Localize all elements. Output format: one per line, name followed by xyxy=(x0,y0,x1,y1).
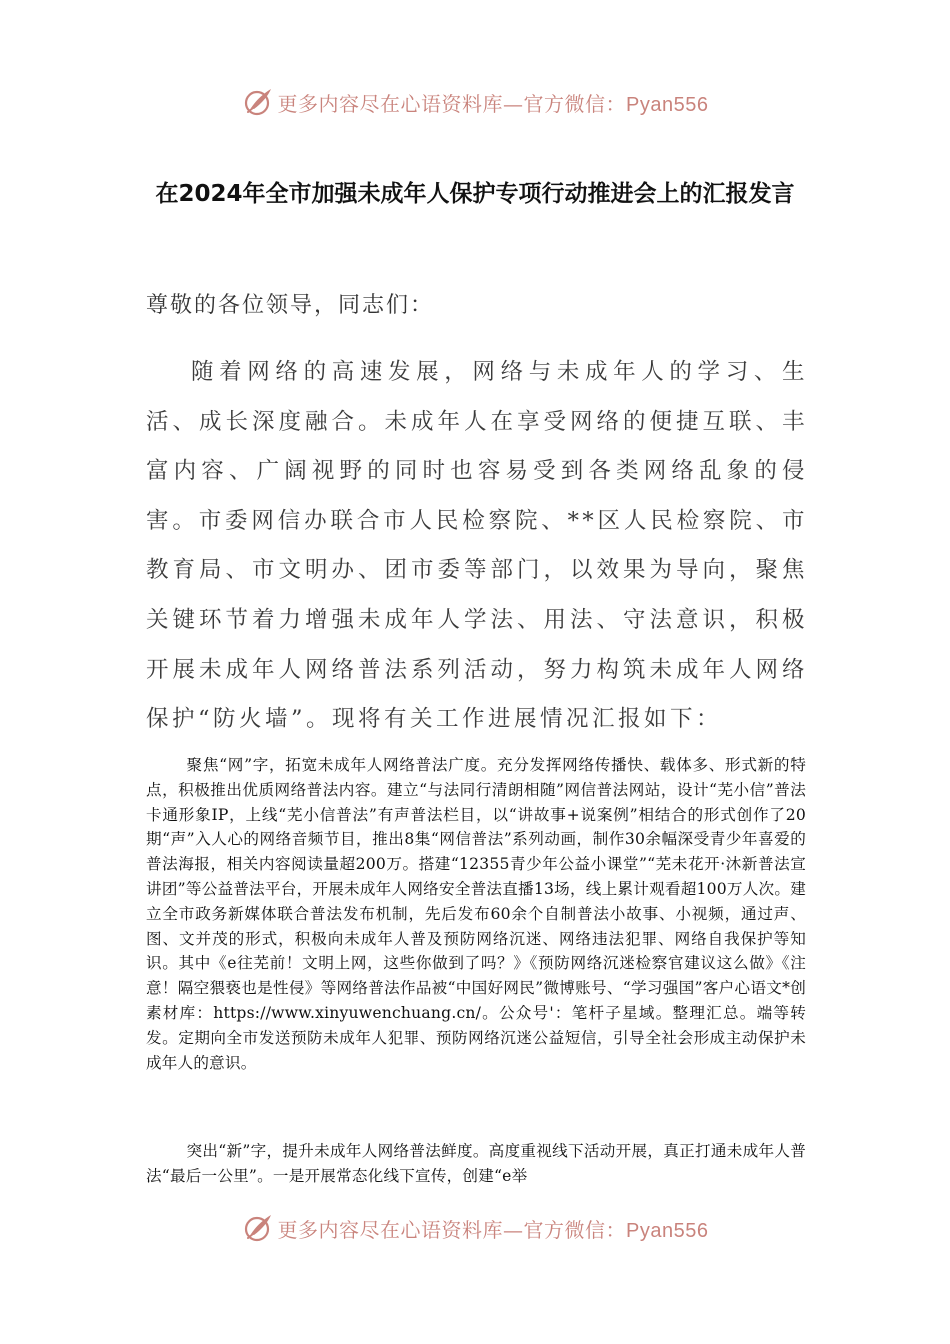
greeting: 尊敬的各位领导，同志们： xyxy=(146,293,435,318)
intro-paragraph: 随着网络的高速发展，网络与未成年人的学习、生活、成长深度融合。未成年人在享受网络的便捷互联、丰富内容、广阔视野的同时也容易受到各类网络乱象的侵害。市委网信办联合市人民检察院、**区人民检察院、市教育局、市文明办、团市委等部门，以效果为导向，聚焦关键环节着力增强未成年人学法、用法、守法意识，积极开展未成年人网络普法系列活动，努力构筑未成年人网络保护“防火墙”。现将有关工作进展情况汇报如下： xyxy=(146,359,808,733)
wechat-id: Pyan556 xyxy=(626,1219,709,1242)
document-title: 在2024年全市加强未成年人保护专项行动推进会上的汇报发言 xyxy=(155,181,795,207)
quill-logo-icon xyxy=(242,1212,274,1244)
banner-text: 更多内容尽在心语资料库—官方微信：Pyan556 xyxy=(277,1217,709,1242)
banner-text: 更多内容尽在心语资料库—官方微信：Pyan556 xyxy=(277,91,709,116)
body-paragraph-1: 聚焦“网”字，拓宽未成年人网络普法广度。充分发挥网络传播快、载体多、形式新的特点，积极推出优质网络普法内容。建立“与法同行清朗相随”网信普法网站，设计“芜小信”普法卡通形象IP，上线“芜小信普法”有声普法栏目，以“讲故事+说案例”相结合的形式创作了20期“声”入人心的网络音频节目，推出8集“网信普法”系列动画，制作30余幅深受青少年喜爱的普法海报，相关内容阅读量超200万。搭建“12355青少年公益小课堂”“芜未花开·沐新普法宣讲团”等公益普法平台，开展未成年人网络安全普法直播13场，线上累计观看超100万人次。建立全市政务新媒体联合普法发布机制，先后发布60余个自制普法小故事、小视频，通过声、图、文并茂的形式，积极向未成年人普及预防网络沉迷、网络违法犯罪、网络自我保护等知识。其中《e往芜前！文明上网，这些你做到了吗？》《预防网络沉迷检察官建议这么做》《注意！隔空猥亵也是性侵》等网络普法作品被“中国好网民”微博账号、“学习强国”客户心语文*创素材库：https://www.xinyuwenchuang.cn/。公众号'：笔杆子星域。整理汇总。端等转发。定期向全市发送预防未成年人犯罪、预防网络沉迷公益短信，引导全社会形成主动保护未成年人的意识。 xyxy=(146,756,806,1072)
quill-logo-icon xyxy=(242,86,274,118)
wechat-id: Pyan556 xyxy=(626,93,709,116)
body-paragraph-2: 突出“新”字，提升未成年人网络普法鲜度。高度重视线下活动开展，真正打通未成年人普法“最后一公里”。一是开展常态化线下宣传，创建“e举 xyxy=(146,1142,806,1185)
header-banner xyxy=(0,82,950,122)
footer-banner xyxy=(0,1208,950,1248)
